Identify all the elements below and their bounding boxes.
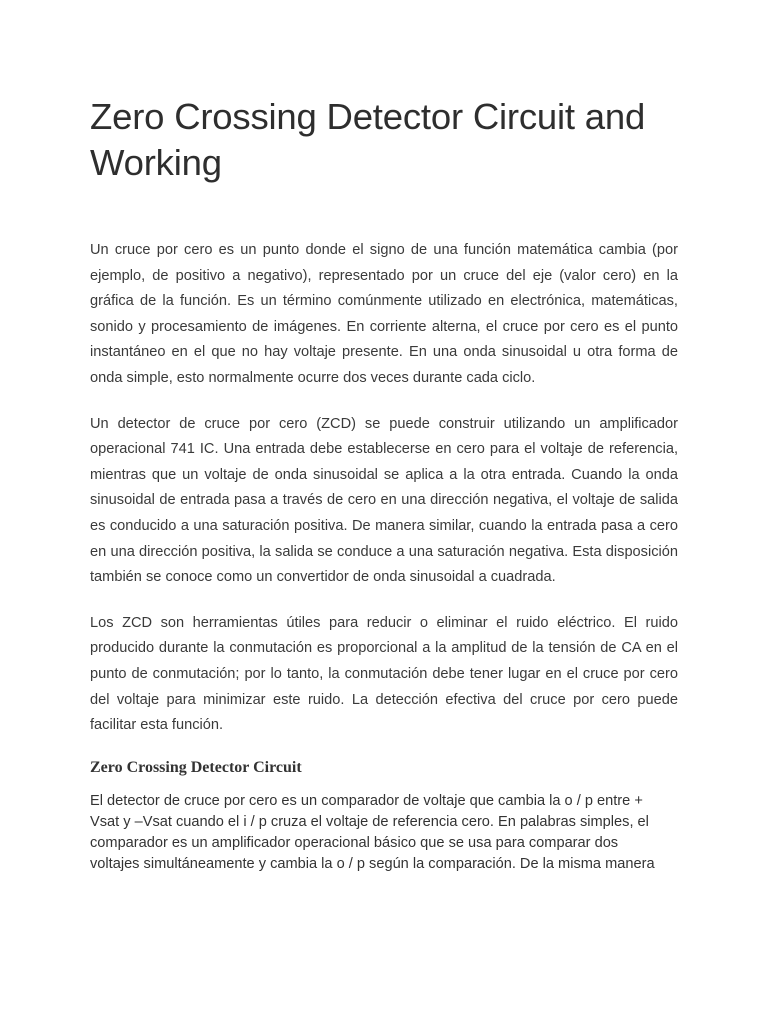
document-content: [90, 94, 678, 875]
document-title: Zero Crossing Detector Circuit and Working: [90, 96, 646, 183]
intro-paragraph: Un cruce por cero es un punto donde el signo de una función matemática cambia (por ejemplo, de positivo a negativo), representado por un cruce del eje (valor cero) en la gráfica de la función. Es un término comúnmente utilizado en electrónica, matemáticas, sonido y procesamiento de imágenes. En corriente alterna, el cruce por cero es el punto instantáneo en el que no hay voltaje presente. En una onda sinusoidal u otra forma de onda simple, esto normalmente ocurre dos veces durante cada ciclo.: [90, 242, 678, 386]
noise-paragraph: Los ZCD son herramientas útiles para reducir o eliminar el ruido eléctrico. El ruido producido durante la conmutación es proporcional a la amplitud de la tensión de CA en el punto de conmutación; por lo tanto, la conmutación debe tener lugar en el cruce por cero del voltaje para minimizar este ruido. La detección efectiva del cruce por cero puede facilitar esta función.: [90, 614, 678, 734]
section-paragraph: El detector de cruce por cero es un comparador de voltaje que cambia la o / p entre + Vsat y –Vsat cuando el i / p cruza el voltaje de referencia cero. En palabras simples, el comparador es un amplificador operacional básico que se usa para comparar dos voltajes simultáneamente y cambia la o / p según la comparación. De la misma manera: [90, 792, 655, 872]
section-heading: Zero Crossing Detector Circuit: [90, 758, 302, 776]
zcd-opamp-paragraph: Un detector de cruce por cero (ZCD) se puede construir utilizando un amplificador operacional 741 IC. Una entrada debe establecerse en cero para el voltaje de referencia, mientras que un voltaje de onda sinusoidal se aplica a la otra entrada. Cuando la onda sinusoidal de entrada pasa a través de cero en una dirección negativa, el voltaje de salida es conducido a una saturación positiva. De manera similar, cuando la entrada pasa a cero en una dirección positiva, la salida se conduce a una saturación negativa. Esta disposición también se conoce como un convertidor de onda sinusoidal a cuadrada.: [90, 415, 678, 586]
